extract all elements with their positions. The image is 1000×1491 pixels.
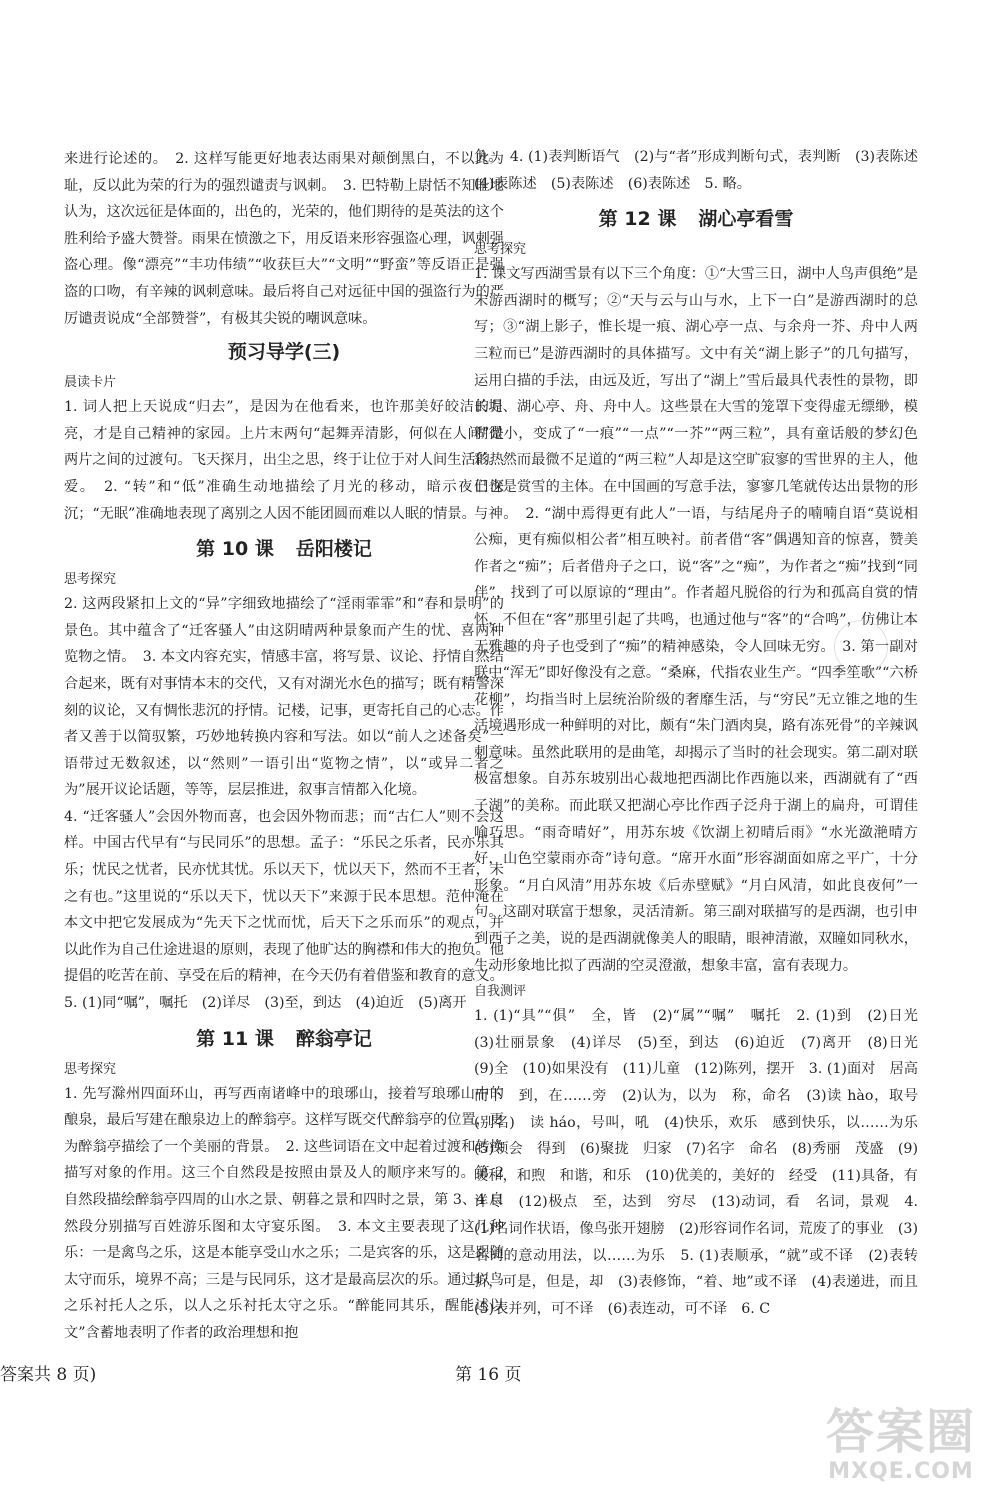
- lesson-12-number: 第 12 课: [598, 208, 677, 231]
- morning-card-heading: 晨读卡片: [64, 375, 117, 391]
- intro-paragraph: 来进行论述的。 2. 这样写能更好地表达雨果对颠倒黑白，不以此为耻，反以此为荣的行为的强烈谴责与讽刺。 3. 巴特勒上尉恬不知耻地认为，这次远征是体面的，出色的，光荣的，他们期待的是英法的这个胜利给予盛大赞誉。雨果在愤激之下，用反语来形容强盗心理，讽刺强盗心理。像“漂亮”“丰功伟绩”“收获巨大”“文明”“野蛮”等反语正是强盗的口吻，有辛辣的讽刺意味。最后将自己对远征中国的强盗行为的严厉谴责说成“全部赞誉”，有极其尖锐的嘲讽意味。: [64, 151, 504, 327]
- lesson-10-paragraph-2: 4. “迁客骚人”会因外物而喜，也会因外物而悲；而“古仁人”则不会这样。中国古代早有“与民同乐”的思想。孟子：“乐民之乐者，民亦乐其乐；忧民之忧者，民亦忧其忧。乐以天下，忧以天下，然而不王者，未之有也。”这里说的“乐以天下，忧以天下”来源于民本思想。范仲淹在本文中把它发展成为“先天下之忧而忧，后天下之乐而乐”的观点，并以此作为自己仕途进退的原则，表现了他旷达的胸襟和伟大的抱负。他提倡的吃苦在前、享受在后的精神，在今天仍有着借鉴和教育的意义。: [64, 808, 504, 985]
- right-top-paragraph: 负。 4. (1)表判断语气 (2)与“者”形成判断句式，表判断 (3)表陈述 (4)表陈述 (5)表陈述 (6)表陈述 5. 略。: [474, 149, 933, 192]
- lesson-12-subheading: 思考探究: [474, 242, 527, 258]
- lesson-10-paragraph-3: 5. (1)同“嘱”，嘱托 (2)详尽 (3)至，到达 (4)迫近 (5)离开: [64, 995, 467, 1012]
- self-test-text: 1. (1)“具”“俱” 全，皆 (2)“属”“嘱” 嘱托 2. (1)到 (2)日光 (3)壮丽景象 (4)详尽 (5)至，到达 (6)迫近 (7)离开 (8)日光 (9)全 (10)如果没有 (11)儿童 (12)陈列，摆开 3. (1)面对 居高而下 到，在……旁 (2)认为，以为 称，命名 (3)读 hào，取号(别名) 读 háo，号叫，吼 (4)快乐，欢乐 感到快乐，以……为乐 (5)领会 得到 (6)聚拢 归家 (7)名字 命名 (8)秀丽 茂盛 (9)暖和，和煦 和谐，和乐 (10)优美的，美好的 经受 (11)具备，有 详尽 (12)极点 至，达到 穷尽 (13)动词，看 名词，景观 4. (1)名词作状语，像鸟张开翅膀 (2)形容词作名词，荒废了的事业 (3)名词的意动用法，以……为乐 5. (1)表顺承，“就”或不译 (2)表转折，可是，但是，却 (3)表修饰，“着、地”或不译 (4)表递进，而且 (5)表并列，可不译 (6)表连动，可不译 6. C: [474, 1008, 933, 1317]
- watermark-url: MXQE.COM: [828, 1459, 974, 1484]
- stamp-mark: [834, 620, 888, 674]
- lesson-10-paragraph-1: 2. 这两段紧扣上文的“异”字细致地描绘了“淫雨霏霏”和“春和景明”的景色。其中蕴含了“迁客骚人”由这阴晴两种景象而产生的忧、喜两种览物之情。 3. 本文内容充实，情感丰富，将写景、议论、抒情自然结合起来，既有对事情本末的交代，又有对湖光水色的描写；既有精警深刻的议论，又有惆怅悲沉的抒情。记楼，记事，更寄托自己的心志。作者又善于以简驭繁，巧妙地转换内容和写法。如以“前人之述备矣”一语带过无数叙述，以“然则”一语引出“览物之情”，以“或异二者之为”展开议论话题，等等，层层推进，叙事言情都入化境。: [64, 596, 504, 799]
- lesson-12-title: 湖心亭看雪: [698, 208, 794, 231]
- left-column: [64, 146, 504, 1347]
- page-number: 第 16 页: [455, 1365, 522, 1385]
- lesson-12-paragraph-1: 1. 课文写西湖雪景有以下三个角度：①“大雪三日，湖中人鸟声俱绝”是未游西湖时的概写；②“天与云与山与水，上下一白”是游西湖时的总写；③“湖上影子，惟长堤一痕、湖心亭一点、与余舟一芥、舟中人两三粒而已”是游西湖时的具体描写。文中有关“湖上影子”的几句描写，运用白描的手法，由远及近，写出了“湖上”雪后最具代表性的景物，即长堤、湖心亭、舟、舟中人。这些景在大雪的笼罩下变得虚无缥缈，模糊微小，变成了“一痕”“一点”“一芥”“两三粒”，具有童话般的梦幻色彩。然而最微不足道的“两三粒”人却是这空旷寂寥的雪世界的主人，他们也是赏雪的主体。在中国画的写意手法，寥寥几笔就传达出景物的形与神。 2. “湖中焉得更有此人”一语，与结尾舟子的喃喃自语“莫说相公痴，更有痴似相公者”相互映衬。前者借“客”偶遇知音的惊喜，赞美作者之“痴”；后者借舟子之口，说“客”之“痴”，为作者之“痴”找到“同伴”，找到了可以原谅的“理由”。作者超凡脱俗的行为和孤高自赏的情怀，不但在“客”那里引起了共鸣，也通过他与“客”的“合鸣”，仿佛让本无雅趣的舟子也受到了“痴”的精神感染，令人回味无穷。 3. 第一副对联中“浑无”即好像没有之意。“桑麻，代指农业生产。“四季笙歌”“六桥花柳”，均指当时上层统治阶级的奢靡生活，与“穷民”无立锥之地的生活境遇形成一种鲜明的对比，颇有“朱门酒肉臭，路有冻死骨”的辛辣讽刺意味。虽然此联用的是曲笔，却揭示了当时的社会现实。第二副对联极富想象。自苏东坡别出心裁地把西湖比作西施以来，西湖就有了“西子湖”的美称。而此联又把湖心亭比作西子泛舟于湖上的扁舟，可谓佳喻巧思。“雨奇晴好”，用苏东坡《饮湖上初晴后雨》“水光潋滟晴方好，山色空蒙雨亦奇”诗句意。“席开水面”形容湖面如席之平广，十分形象。“月白风清”用苏东坡《后赤壁赋》“月白风清，如此良夜何”一句。这副对联富于想象，灵活清新。第三副对联描写的是西湖，也引申到西子之美，说的是西湖就像美人的眼睛，眼神清澈，双瞳如同秋水，生动形象地比拟了西湖的空灵澄澈，想象丰富，富有表现力。: [474, 266, 918, 974]
- lesson-11-title: 醉翁亭记: [295, 1027, 372, 1050]
- lesson-11-subheading: 思考探究: [64, 1061, 117, 1077]
- footer-left-text: 答案共 8 页): [0, 1365, 97, 1385]
- lesson-10-heading: [64, 531, 504, 567]
- lesson-10-number: 第 10 课: [196, 538, 274, 561]
- lesson-10-title: 岳阳楼记: [295, 538, 372, 561]
- lesson-11-number: 第 11 课: [196, 1027, 274, 1050]
- lesson-12-heading: [474, 201, 918, 237]
- morning-card-text: 1. 词人把上天说成“归去”，是因为在他看来，也许那美好皎洁的月亮，才是自己精神的家园。上片末两句“起舞弄清影，何似在人间”是两片之间的过渡句。飞天探月，出尘之思，终于让位于对人间生活的热爱。 2. “转”和“低”准确生动地描绘了月光的移动，暗示夜已深沉；“无眠”准确地表现了离别之人因不能团圆而难以人眠的情景。: [64, 399, 504, 522]
- self-test-heading: 自我测评: [474, 984, 527, 1000]
- lesson-10-subheading: 思考探究: [64, 572, 117, 588]
- right-column: [474, 144, 933, 1322]
- section-title: 预习导学(三): [227, 341, 341, 364]
- lesson-11-heading: [64, 1021, 504, 1057]
- watermark-title: 答案圈: [825, 1404, 976, 1460]
- lesson-11-paragraph-1: 1. 先写滁州四面环山，再写西南诸峰中的琅琊山，接着写琅琊山中的酿泉，最后写建在酿泉边上的醉翁亭。这样写既交代醉翁亭的位置，更为醉翁亭描绘了一个美丽的背景。 2. 这些词语在文中起着过渡和转换描写对象的作用。这三个自然段是按照由景及人的顺序来写的。第 2 自然段描绘醉翁亭四周的山水之景、朝暮之景和四时之景，第 3、4 自然段分别描写百姓游乐图和太守宴乐图。 3. 本文主要表现了这几种乐：一是禽鸟之乐，这是本能享受山水之乐；二是宾客的乐，这是跟随太守而乐，境界不高；三是与民同乐，这才是最高层次的乐。通过以鸟之乐衬托人之乐，以人之乐衬托太守之乐。“醉能同其乐，醒能述以文”含蓄地表明了作者的政治理想和抱: [64, 1085, 504, 1341]
- watermark-logo: [826, 1405, 976, 1485]
